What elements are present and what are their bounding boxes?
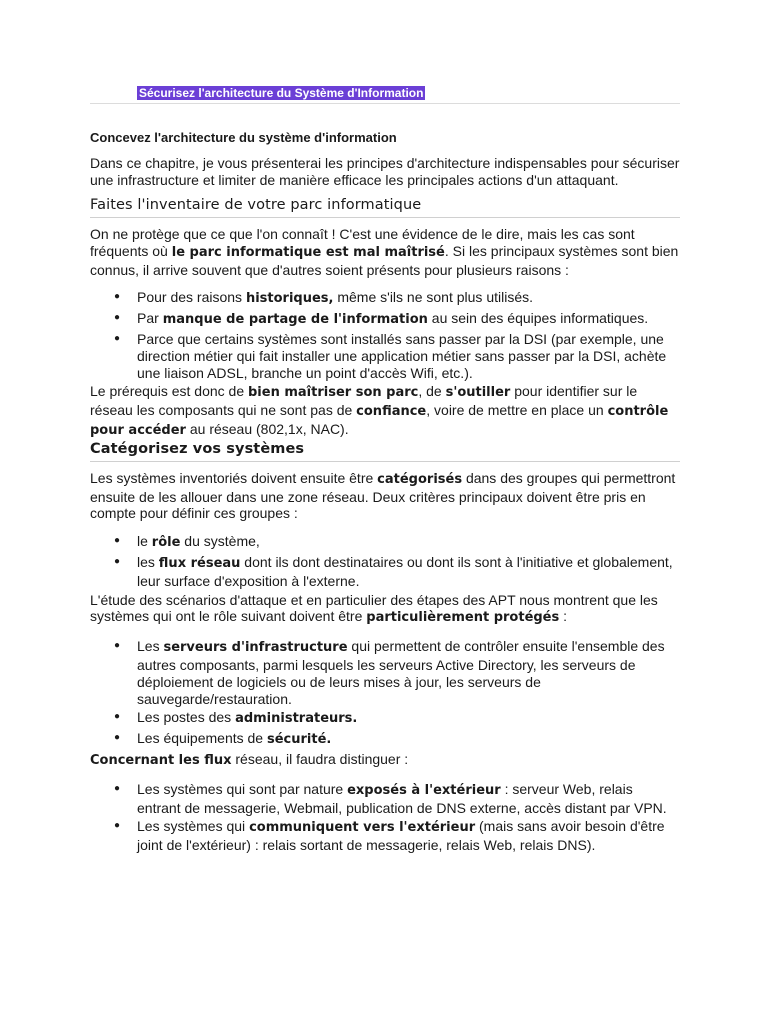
body-text: dans des groupes qui permettront ensuite de les allouer dans une zone réseau. Deux critères principaux doivent être pris en compte pour définir ces groupes : [90,469,676,522]
emphasis-text: contrôle pour accéder [90,404,669,438]
body-text: On ne protège que ce que l'on connaît ! C'est une évidence de le dire, mais les cas sont fréquents où [90,226,635,259]
intro-paragraph: Dans ce chapitre, je vous présenterai les principes d'architecture indispensables pour sécuriser une infrastructure et limiter de manière efficace les principales actions d'un attaquant. [90,155,680,188]
body-text: Parce que certains systèmes sont installés sans passer par la DSI (par exemple, une direction métier qui fait installer une application métier sans passer par la DSI, achète une liaison ADSL, branche un point d'accès Wifi, etc.). [137,330,667,381]
emphasis-text: serveurs d'infrastructure [163,640,348,656]
body-text: le [137,533,152,550]
body-text: Par [137,310,163,327]
emphasis-text: bien maîtriser son parc [248,385,419,401]
list-item [114,289,680,308]
bullet-icon: ● [114,555,121,567]
emphasis-text: catégorisés [377,471,463,487]
list-item [114,730,680,749]
emphasis-text: exposés à l'extérieur [347,782,501,798]
body-text: Les systèmes qui [137,818,250,835]
emphasis-text: manque de partage de l'information [162,312,428,328]
list-item [114,310,680,329]
body-text: Pour des raisons [137,289,246,306]
categorize-paragraph-1 [90,470,680,522]
bullet-icon: ● [114,291,121,303]
categorize-paragraph-2 [90,592,680,628]
protected-systems-list [90,638,680,749]
document-page [90,84,680,856]
emphasis-text: flux réseau [158,555,241,571]
bullet-icon: ● [114,820,121,832]
emphasis-text: le parc informatique est mal maîtrisé [171,244,445,260]
bullet-icon: ● [114,640,121,652]
body-text: : [559,608,568,625]
section-heading-inventory: Faites l'inventaire de votre parc informatique [90,196,680,218]
body-text: au sein des équipes informatiques. [427,310,649,327]
page-subtitle: Concevez l'architecture du système d'information [90,130,397,145]
bullet-icon: ● [114,312,121,324]
body-text: Les systèmes qui sont par nature [137,780,348,797]
body-text: réseau, il faudra distinguer : [231,750,409,767]
emphasis-text: communiquent vers l'extérieur [249,820,476,836]
emphasis-text: confiance [356,404,427,420]
emphasis-text: administrateurs. [235,711,358,727]
body-text: dont ils dont destinataires ou dont ils sont à l'initiative et globalement, leur surface d'exposition à l'externe. [137,553,673,589]
body-text: les [137,553,159,570]
body-text: , voire de mettre en place un [426,402,608,419]
list-item [114,533,680,552]
criteria-list [90,533,680,589]
flows-paragraph [90,751,680,770]
inventory-paragraph-1 [90,226,680,278]
flows-list [90,781,680,854]
banner-row [90,84,680,104]
body-text: Les équipements de [137,730,267,747]
bullet-icon: ● [114,782,121,794]
bullet-icon: ● [114,332,121,344]
body-text: Le prérequis est donc de [90,383,248,400]
body-text: . Si les principaux systèmes sont bien connus, il arrive souvent que d'autres soient présents pour plusieurs raisons : [90,242,679,278]
body-text: L'étude des scénarios d'attaque et en particulier des étapes des APT nous montrent que les systèmes qui ont le rôle suivant doivent être [90,591,658,625]
body-text: Les systèmes inventoriés doivent ensuite être [90,469,378,486]
bullet-icon: ● [114,535,121,547]
inventory-paragraph-2 [90,383,680,439]
list-item [114,818,680,854]
body-text: , de [418,383,446,400]
emphasis-text: sécurité. [266,732,332,748]
list-item [114,330,680,381]
bullet-icon: ● [114,732,121,744]
body-text: Les [137,638,164,655]
body-text: même s'ils ne sont plus utilisés. [333,289,533,306]
section-heading-categorize: Catégorisez vos systèmes [90,440,680,462]
emphasis-text: Concernant les flux [90,752,232,768]
body-text: du système, [180,533,260,550]
emphasis-text: historiques, [245,291,334,307]
emphasis-text: rôle [151,535,181,551]
body-text: Les postes des [137,709,236,726]
body-text: qui permettent de contrôler ensuite l'ensemble des autres composants, parmi lesquels les serveurs Active Directory, les serveurs de déploiement de logiciels ou de leurs mises à jour, les serveurs de sauvegarde/restauration. [137,638,665,707]
body-text: : serveur Web, relais entrant de messagerie, Webmail, publication de DNS externe, accès distant par VPN. [137,780,667,816]
inventory-reasons-list [90,289,680,381]
list-item [114,638,680,707]
body-text: au réseau (802,1x, NAC). [185,420,349,437]
list-item [114,780,680,817]
list-item [114,553,680,590]
emphasis-text: particulièrement protégés [366,610,560,626]
bullet-icon: ● [114,711,121,723]
body-text: (mais sans avoir besoin d'être joint de l'extérieur) : relais sortant de messagerie, relais Web, relais DNS). [137,818,665,854]
body-text: pour identifier sur le réseau les composants qui ne sont pas de [90,383,638,419]
emphasis-text: s'outiller [445,385,511,401]
chapter-banner[interactable]: Sécurisez l'architecture du Système d'Information [139,86,424,100]
list-item [114,709,680,728]
